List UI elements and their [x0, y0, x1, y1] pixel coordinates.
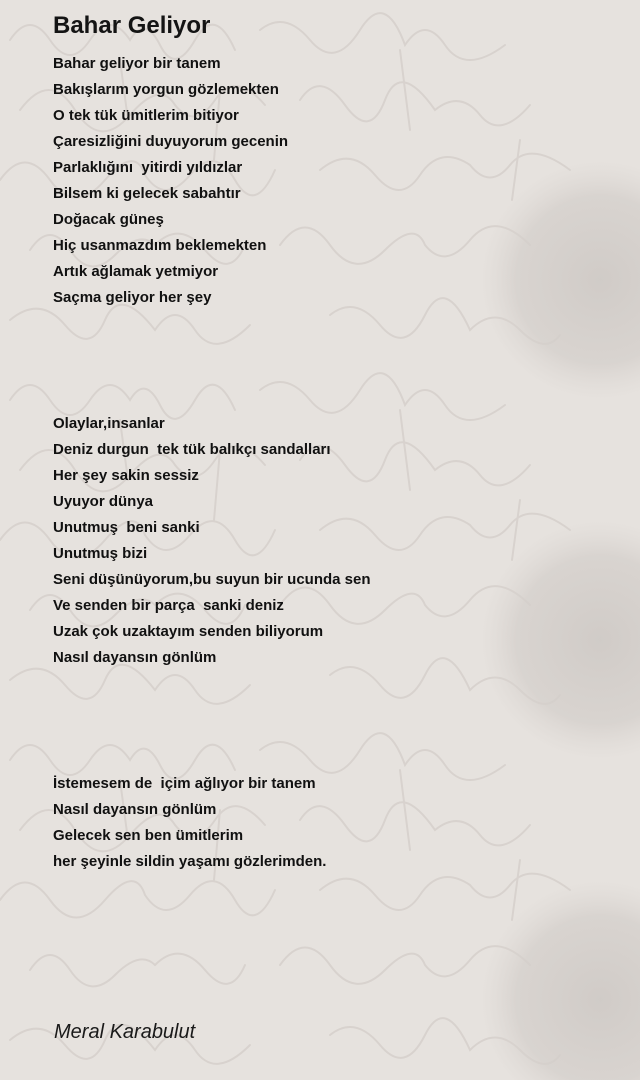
poem-line: Ve senden bir parça sanki deniz	[53, 597, 284, 614]
poem-line: Saçma geliyor her şey	[53, 289, 212, 306]
poem-line: O tek tük ümitlerim bitiyor	[53, 107, 239, 124]
poem-line: Bakışlarım yorgun gözlemekten	[53, 81, 279, 98]
poem-line: Seni düşünüyorum,bu suyun bir ucunda sen	[53, 571, 371, 588]
poem-title: Bahar Geliyor	[53, 12, 211, 39]
poem-line: Hiç usanmazdım beklemekten	[53, 237, 267, 254]
poem-line: Çaresizliğini duyuyorum gecenin	[53, 133, 289, 150]
poem-line: Uzak çok uzaktayım senden biliyorum	[53, 623, 324, 640]
poem-line: Unutmuş bizi	[53, 545, 148, 562]
poem-line: Doğacak güneş	[53, 211, 164, 228]
poem-line: Her şey sakin sessiz	[53, 467, 199, 484]
poem-line: Unutmuş beni sanki	[53, 519, 200, 536]
poem-line: Bilsem ki gelecek sabahtır	[53, 185, 241, 202]
poem-line: Nasıl dayansın gönlüm	[53, 801, 217, 818]
poem-line: İstemesem de içim ağlıyor bir tanem	[53, 775, 316, 792]
poem-line: Bahar geliyor bir tanem	[53, 55, 221, 72]
poem-line: Uyuyor dünya	[53, 493, 154, 510]
poem-line: her şeyinle sildin yaşamı gözlerimden.	[53, 853, 327, 870]
poem-line: Nasıl dayansın gönlüm	[53, 649, 217, 666]
poem-stanza-2	[53, 411, 371, 671]
poem-stanza-1	[53, 51, 288, 311]
poem-line: Deniz durgun tek tük balıkçı sandalları	[53, 441, 331, 458]
poem-stanza-3	[53, 771, 326, 875]
poem-line: Gelecek sen ben ümitlerim	[53, 827, 244, 844]
poem-author: Meral Karabulut	[54, 1021, 196, 1043]
poem-line: Olaylar,insanlar	[53, 415, 165, 432]
poem-line: Parlaklığını yitirdi yıldızlar	[53, 159, 243, 176]
poem-line: Artık ağlamak yetmiyor	[53, 263, 219, 280]
